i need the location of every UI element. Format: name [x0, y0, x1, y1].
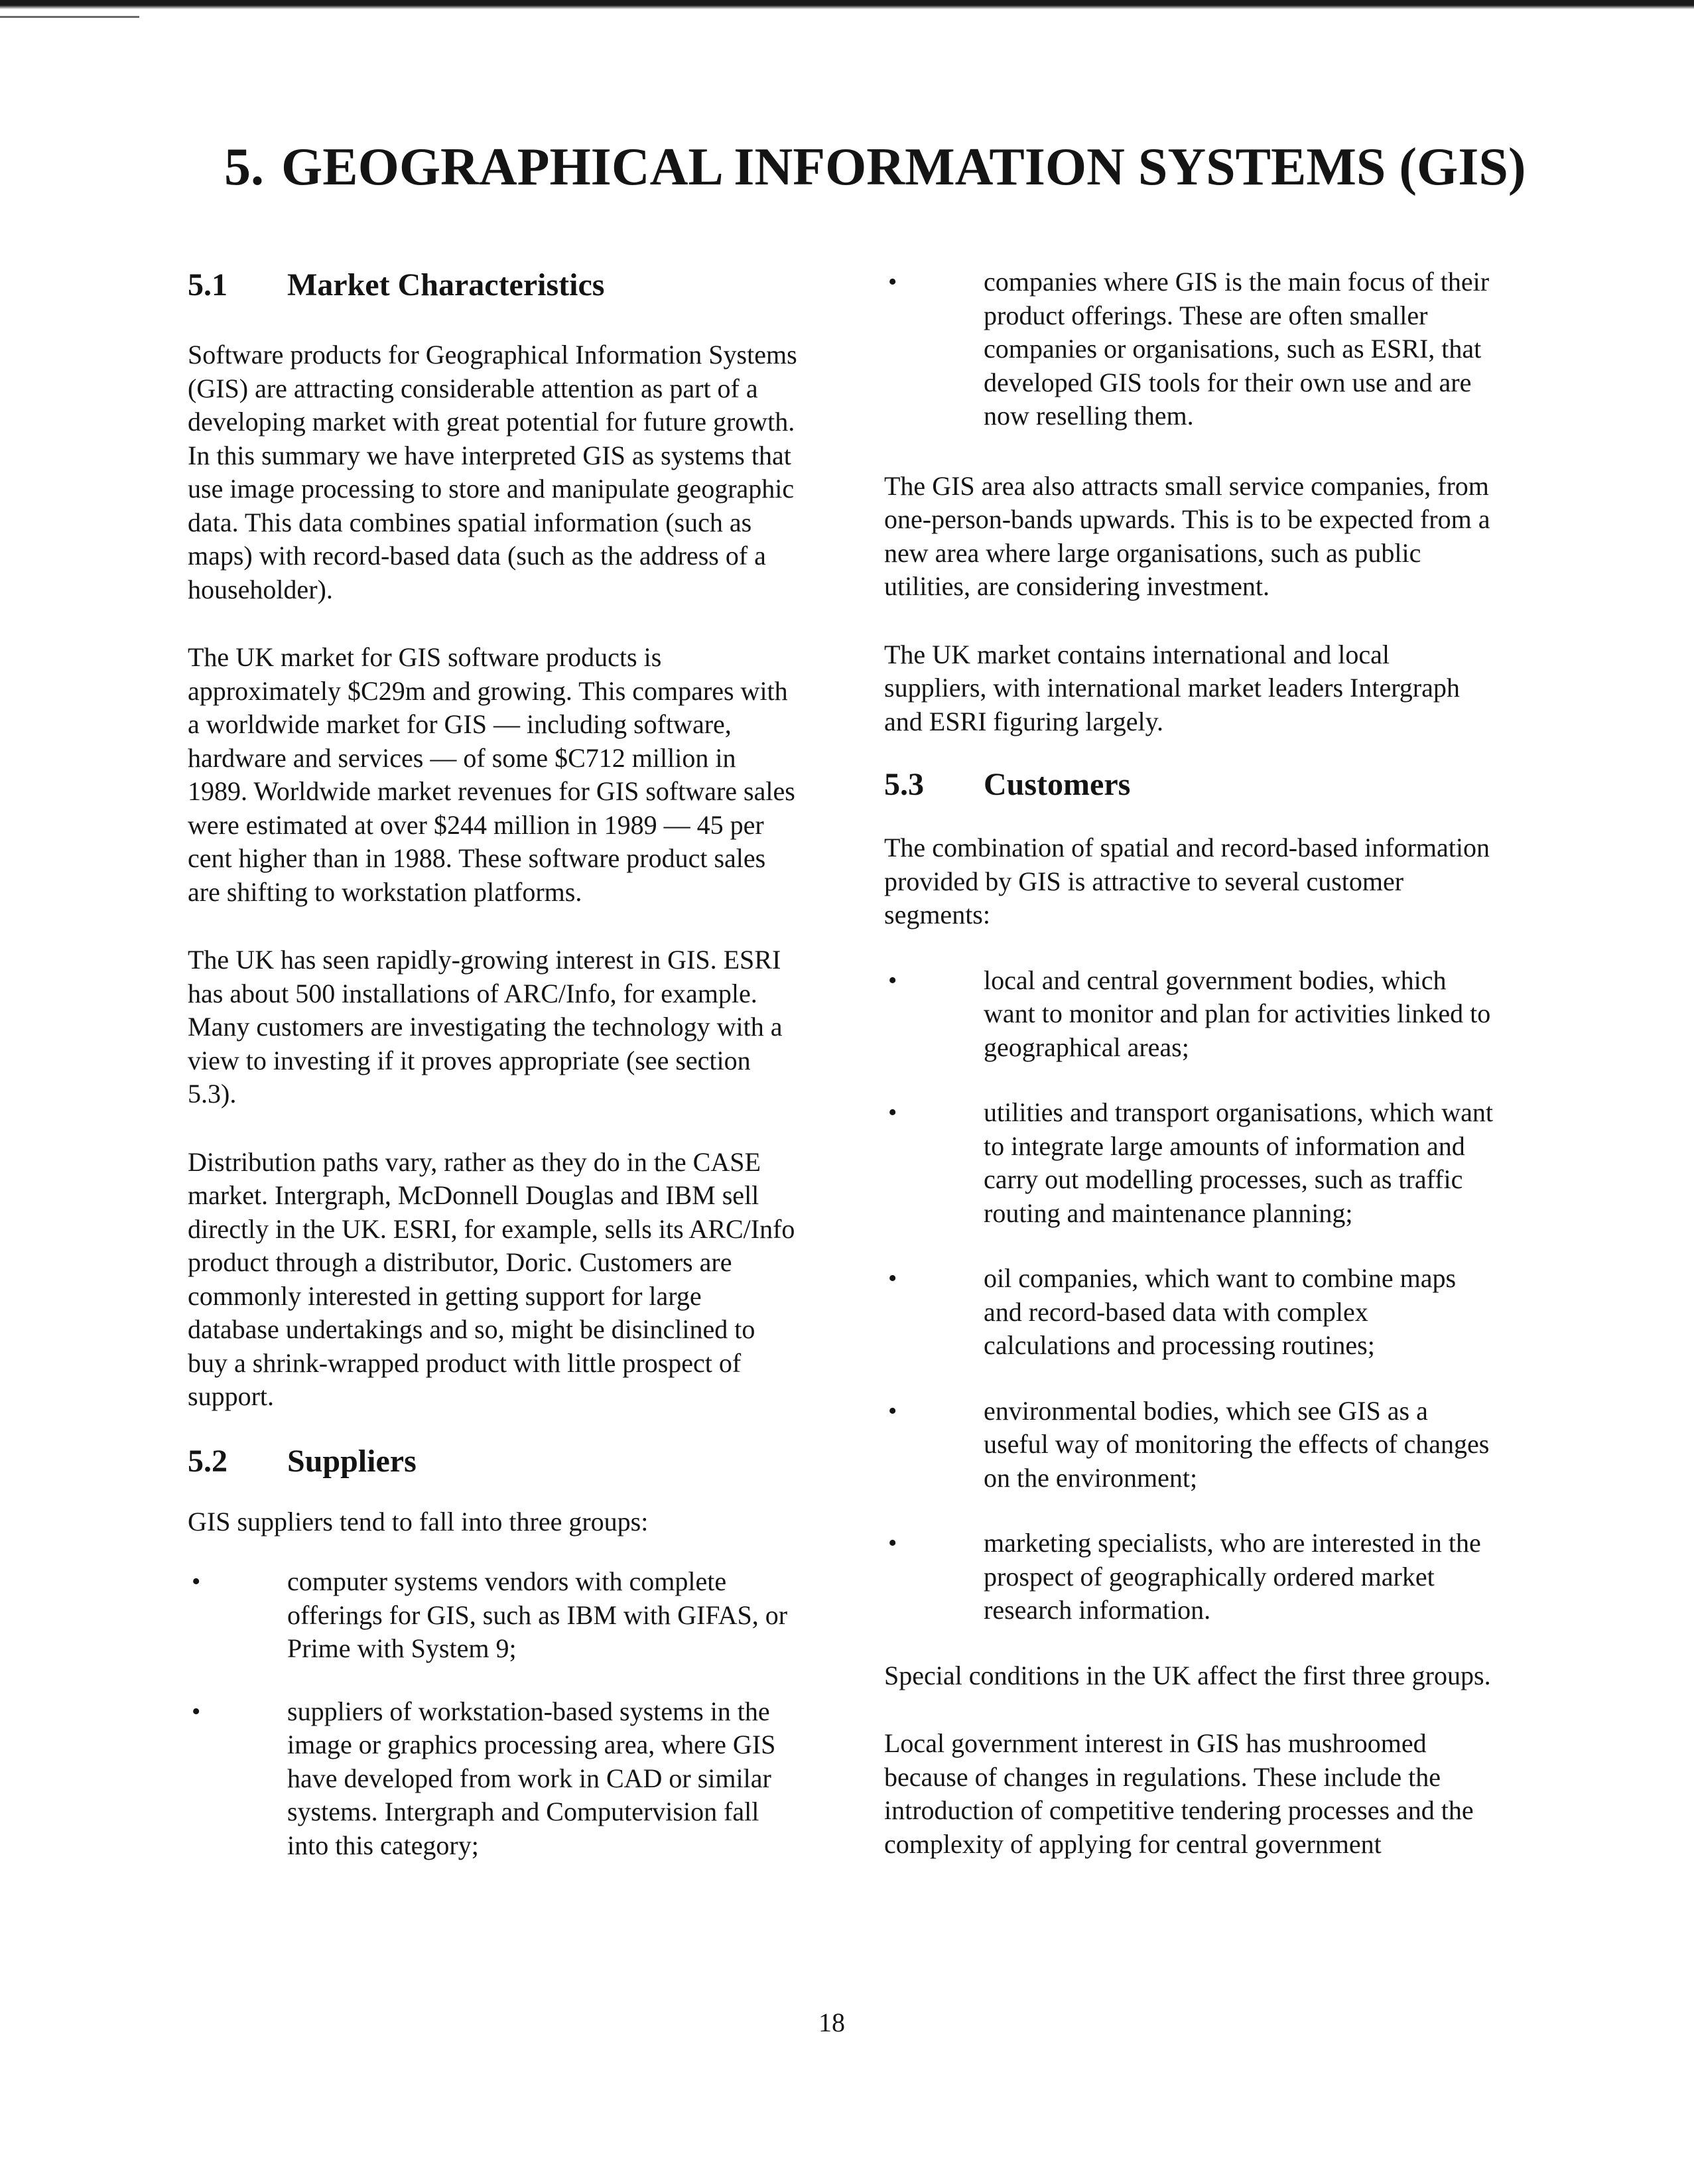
title-number: 5.	[224, 138, 264, 196]
list-item-text: companies where GIS is the main focus of their product offerings. These are often smaller companies or organisations, such as ESRI, that developed GIS tools for their own use and are now reselling them.	[984, 267, 1490, 431]
section-title: Customers	[984, 767, 1131, 802]
list-item-text: oil companies, which want to combine maps and record-based data with complex calculations and processing routines;	[984, 1263, 1457, 1360]
bullet-icon: •	[888, 966, 897, 994]
paragraph-uk-conditions: Special conditions in the UK affect the first three groups.	[884, 1660, 1491, 1690]
list-item-text: computer systems vendors with complete offerings for GIS, such as IBM with GIFAS, or Prime with System 9;	[287, 1566, 788, 1663]
section-title: Suppliers	[287, 1443, 417, 1479]
section-number: 5.2	[188, 1443, 228, 1479]
list-item-text: marketing specialists, who are interested in the prospect of geographically ordered market research information.	[984, 1528, 1481, 1625]
paragraph-uk-interest: The UK has seen rapidly-growing interest in GIS. ESRI has about 500 installations of ARC/Info, for example. Many customers are investigating the technology with a view to investing if it proves appropriate (see section 5.3).	[188, 945, 783, 1109]
list-item-text: utilities and transport organisations, which want to integrate large amounts of information and carry out modelling processes, such as traffic routing and maintenance planning;	[984, 1097, 1494, 1228]
section-title: Market Characteristics	[287, 267, 605, 303]
section-5-3-heading	[884, 765, 1494, 805]
bullet-icon: •	[888, 1264, 897, 1292]
list-item	[884, 1096, 1494, 1230]
paragraph-uk-suppliers: The UK market contains international and local suppliers, with international market leaders Intergraph and ESRI figuring largely.	[884, 639, 1460, 736]
bullet-icon: •	[192, 1697, 201, 1726]
page-title	[224, 138, 1526, 196]
paragraph-suppliers-intro: GIS suppliers tend to fall into three groups:	[188, 1506, 649, 1536]
list-item-text: suppliers of workstation-based systems in the image or graphics processing area, where GIS have developed from work in CAD or similar systems. Intergraph and Computervision fall into this category;	[287, 1696, 776, 1860]
bullet-icon: •	[888, 1529, 897, 1557]
list-item-text: environmental bodies, which see GIS as a useful way of monitoring the effects of changes on the environment;	[984, 1395, 1490, 1493]
section-5-1-heading	[188, 265, 798, 305]
page-number: 18	[818, 2008, 845, 2037]
bullet-icon: •	[888, 268, 897, 296]
supplier-groups-list	[188, 1565, 798, 1862]
bullet-icon: •	[888, 1099, 897, 1126]
list-item	[884, 1527, 1494, 1627]
page-top-border	[0, 0, 1694, 9]
left-column	[188, 265, 798, 1862]
list-item	[884, 964, 1494, 1065]
paragraph-service-companies: The GIS area also attracts small service companies, from one-person-bands upwards. This is to be expected from a new area where large organisations, such as public utilities, are considering investment.	[884, 470, 1490, 601]
list-item	[188, 1565, 798, 1666]
bullet-icon: •	[192, 1568, 201, 1596]
section-number: 5.1	[188, 267, 228, 303]
paragraph-local-government: Local government interest in GIS has mushroomed because of changes in regulations. These include the introduction of competitive tendering processes and the complexity of applying for central government	[884, 1728, 1474, 1859]
list-item	[188, 1695, 798, 1863]
paragraph-gis-definition: Software products for Geographical Information Systems (GIS) are attracting considerable attention as part of a developing market with great potential for future growth. In this summary we have interpreted GIS as systems that use image processing to store and manipulate geographic data. This data combines spatial information (such as maps) with record-based data (such as the address of a householder).	[188, 340, 797, 604]
paragraph-distribution: Distribution paths vary, rather as they do in the CASE market. Intergraph, McDonnell Douglas and IBM sell directly in the UK. ESRI, for example, sells its ARC/Info product through a distributor, Doric. Customers are commonly interested in getting support for large database undertakings and so, might be disinclined to buy a shrink-wrapped product with little prospect of support.	[188, 1146, 795, 1411]
paragraph-customers-intro: The combination of spatial and record-based information provided by GIS is attractive to several customer segments:	[884, 833, 1490, 929]
list-item	[884, 1262, 1494, 1363]
paragraph-uk-market: The UK market for GIS software products is approximately $C29m and growing. This compares with a worldwide market for GIS — including software, hardware and services — of some $C712 million in 1989. Worldwide market revenues for GIS software sales were estimated at over $244 million in 1989 — 45 per cent higher than in 1988. These software product sales are shifting to workstation platforms.	[188, 642, 795, 907]
title-text: GEOGRAPHICAL INFORMATION SYSTEMS (GIS)	[281, 138, 1526, 196]
list-item	[884, 1395, 1494, 1495]
bullet-icon: •	[888, 1397, 897, 1425]
list-item	[884, 265, 1494, 433]
section-5-2-heading	[188, 1442, 798, 1481]
supplier-groups-list-continued	[884, 265, 1494, 433]
customer-segments-list	[884, 964, 1494, 1627]
right-column	[884, 265, 1494, 1861]
list-item-text: local and central government bodies, which want to monitor and plan for activities linked to geographical areas;	[984, 965, 1491, 1062]
page-top-border-fragment	[0, 16, 139, 18]
section-number: 5.3	[884, 767, 924, 802]
